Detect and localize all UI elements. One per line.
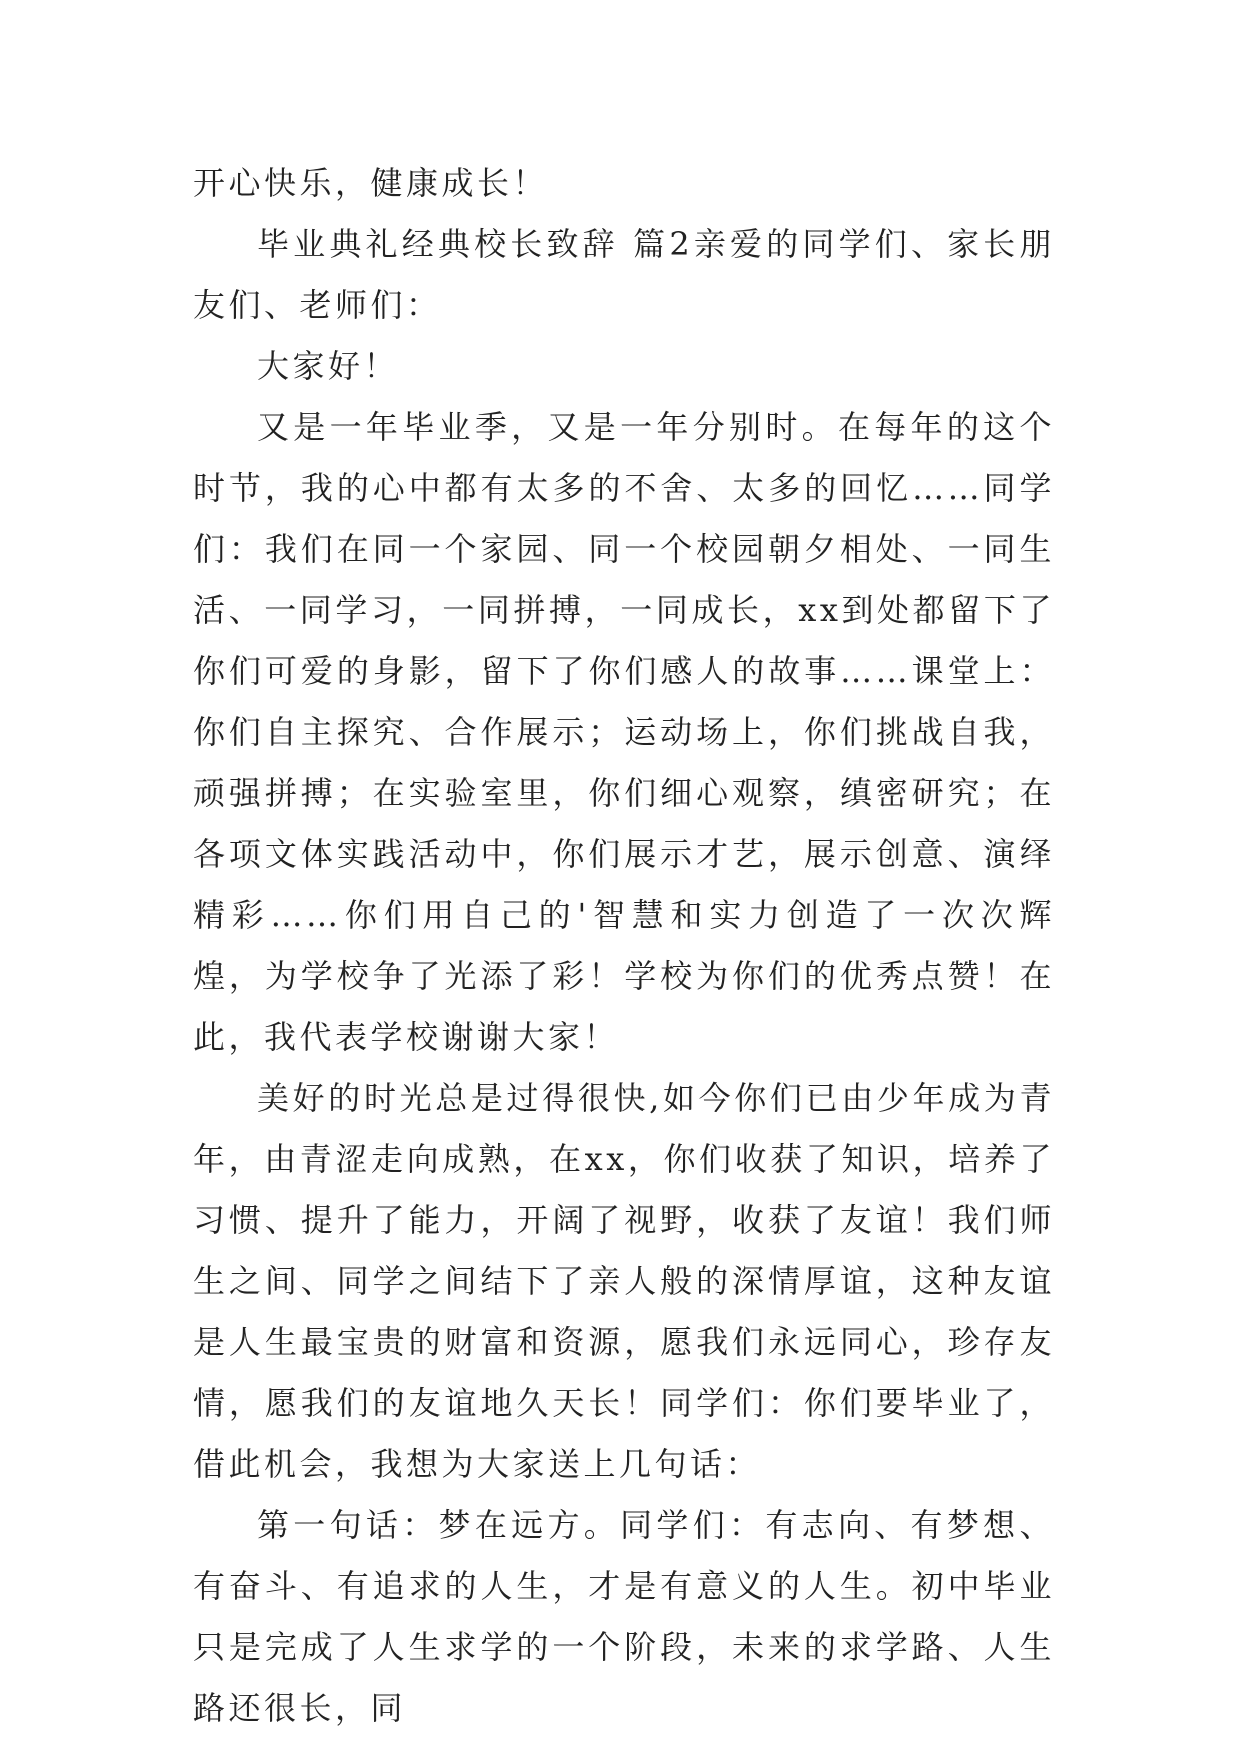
paragraph-graduation-season: 又是一年毕业季，又是一年分别时。在每年的这个时节，我的心中都有太多的不舍、太多的回忆……同学们：我们在同一个家园、同一个校园朝夕相处、一同生活、一同学习，一同拼搏，一同成长，xx到处都留下了你们可爱的身影，留下了你们感人的故事……课堂上：你们自主探究、合作展示；运动场上，你们挑战自我，顽强拼搏；在实验室里，你们细心观察，缜密研究；在各项文体实践活动中，你们展示才艺，展示创意、演绎精彩……你们用自己的'智慧和实力创造了一次次辉煌，为学校争了光添了彩！学校为你们的优秀点赞！在此，我代表学校谢谢大家！	[193, 408, 1055, 1056]
paragraph-first-saying: 第一句话：梦在远方。同学们：有志向、有梦想、有奋斗、有追求的人生，才是有意义的人生。初中毕业只是完成了人生求学的一个阶段，未来的求学路、人生路还很长，同	[193, 1506, 1055, 1727]
paragraph-closing-line: 开心快乐，健康成长！	[193, 164, 549, 202]
paragraph-greeting: 大家好！	[257, 347, 400, 385]
paragraph-speech-heading: 毕业典礼经典校长致辞 篇2亲爱的同学们、家长朋友们、老师们：	[193, 225, 1055, 324]
body-text	[193, 153, 1055, 1739]
paragraph-good-times: 美好的时光总是过得很快,如今你们已由少年成为青年，由青涩走向成熟，在xx，你们收获了知识，培养了习惯、提升了能力，开阔了视野，收获了友谊！我们师生之间、同学之间结下了亲人般的深情厚谊，这种友谊是人生最宝贵的财富和资源，愿我们永远同心，珍存友情，愿我们的友谊地久天长！同学们：你们要毕业了，借此机会，我想为大家送上几句话：	[193, 1079, 1055, 1483]
